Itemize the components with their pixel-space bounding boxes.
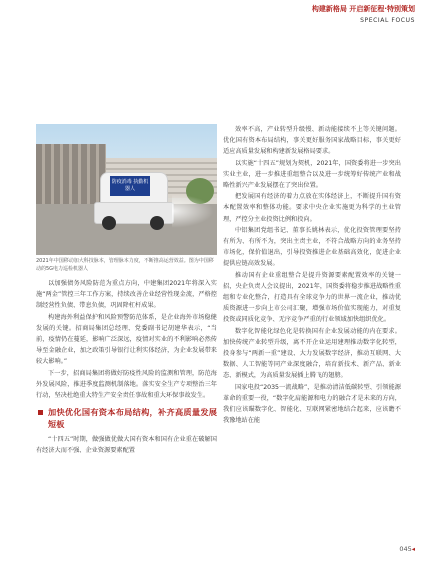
paragraph: 以加强债务风险防范为重点方向，中建集团2021年将深入实施“两金”管控三年工作方案，持续改善企业经营性现金流，严格控制经营性负债、带息负债，巩固降杠杆成果。	[36, 280, 217, 310]
paragraph: 数字化智能化绿色化是转换国有企业发展动能的内在要求。加快传统产业转型升级，离不开企业运用建理推动数字化转型，投身参与“两新一重”建设、大力发展数字经济，推动互联网、大数据、人工智能等同产业深度融合，培育新技术、新产品、新业态、新模式，为高质量发展插上腾飞的翅膀。	[223, 327, 401, 380]
page-number-value: 045	[399, 545, 412, 553]
robot-photo	[36, 124, 217, 255]
mist-spray	[172, 194, 214, 228]
robot-wheel	[102, 216, 116, 230]
subhead-text: 加快优化国有资本布局结构，补齐高质量发展短板	[48, 407, 217, 430]
paragraph: 把发展国有经济的着力点放在实体经济上，不断提升国有资本配置效率和整体功能。要求中央企业实施更为科学的主业管理，严控分主业投资比例和投向。	[223, 193, 401, 223]
header-section: SPECIAL FOCUS	[360, 17, 415, 24]
left-column	[36, 278, 217, 457]
robot-wheel	[150, 216, 164, 230]
paragraph: 以实施“十四五”规划为契机，2021年，国资委将进一步突出实业主业，进一步推进重组整合以及进一步统筹好传统产业和战略性新兴产业发展摆在了突出位置。	[223, 159, 401, 190]
page-number	[399, 545, 415, 553]
paragraph: 国家电投“2035一流战略”，是推动清洁低碳转型、引领能源革命的重要一役，“数字化肩能源和电力的融合才是未来的方向，我们应该瞄数字化、智能化、互联网紧密地结合起来，应该瞻不我豫地站在能	[223, 383, 401, 425]
right-column	[223, 124, 401, 426]
page-marker-icon: ◂	[411, 545, 415, 553]
paragraph: 推动国有企业重组整合是提升资源要素配置效率的关键一招，央企负责人会议提出，2021年，国资委将稳步推进战略性重组和专业化整合，打造具有全球竞争力的世界一流企业，推动优质资源进一步向上市公司汇聚，增强市场价值实现能力，对重复投资或同质化竞争、无序竞争严重的行业领域加快组织优化。	[223, 271, 401, 324]
subhead-square-icon	[38, 410, 43, 415]
robot-screen: 防疫消毒 执勤机器人	[110, 176, 150, 196]
paragraph: 构建海外利益保护和风险预警防范体系，是企业海外市场稳健发展的关键。招商局集团总经理、党委副书记胡建华表示，“当前，疫情仍在蔓延，影响广泛深远，疫情对实业的不利影响必然传导至金融企业，加之政策引导银行让利实体经济，为企业发展带来较大影响。”	[36, 313, 217, 366]
paragraph: 中铝集团党组书记、董事长姚林表示，优化投资管理要坚持有所为、有所不为，突出主责主业，不符合战略方向的业务坚持市场化，保价值退出，引导投资推进企业基础高效化，促进企业提供应链高效发展。	[223, 226, 401, 268]
paragraph: 效率不高，产业转型升级慢、新动能接续不上等关键问题。优化国有资本布局结构，事关更好服务国家战略目标，事关更好适应高质量发展和构建新发展格局要求。	[223, 126, 401, 156]
page-header	[312, 4, 415, 24]
header-kicker: 构建新格局 开启新征程·特别策划	[311, 5, 415, 13]
disinfection-robot	[94, 172, 172, 230]
photo-caption: 2021年中国移动加大科技脉本，管理脉本力度，不断推高运营效益。图为中国移动的5G电力巡检机器人	[36, 258, 214, 272]
paragraph: 下一步，招商局集团将做好防疫性风险的监测和管理，防范海外发展风险，推进季度监测机制落地。落实安全生产专项整治三年行动，坚决杜绝重大特生产安全责任事故和重大环保事故发生。	[36, 369, 217, 400]
section-subhead	[36, 406, 217, 430]
paragraph: “十四五”时期，做强做优做大国有资本和国有企业重在破解国有经济大而不强、企业资源要素配置	[36, 436, 217, 455]
